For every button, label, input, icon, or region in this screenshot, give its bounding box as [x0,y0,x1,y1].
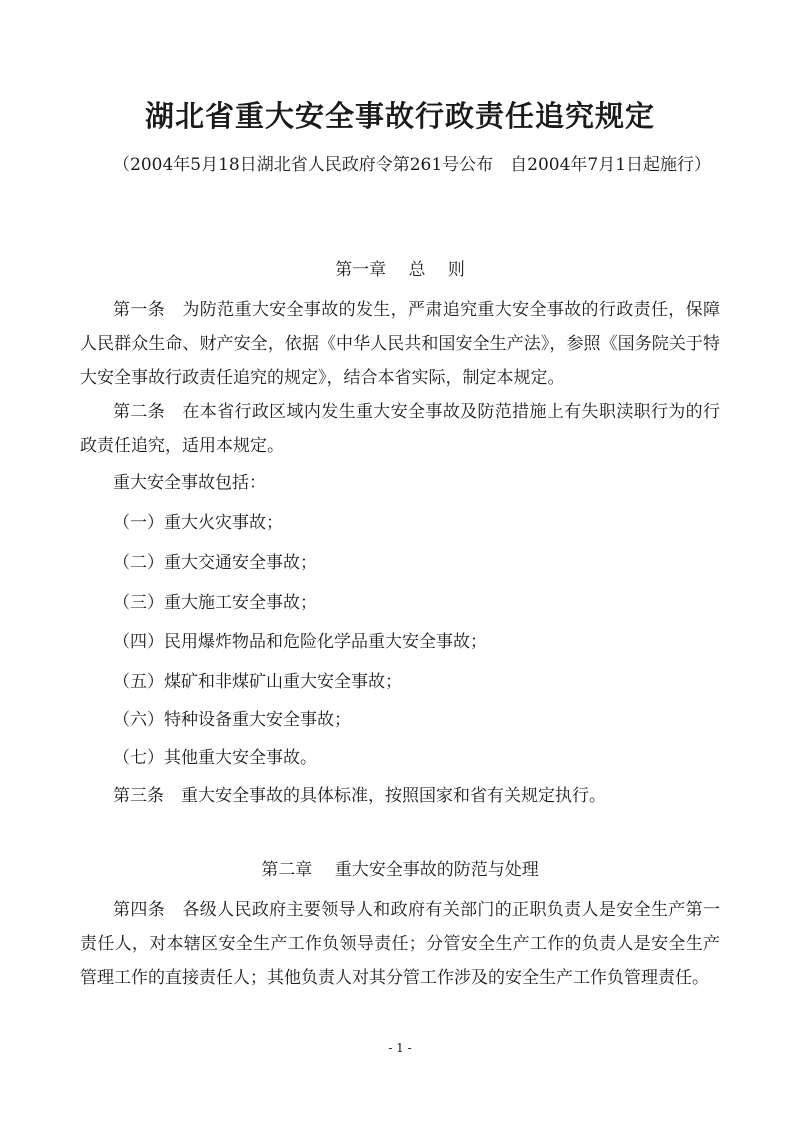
article-4 [80,893,720,995]
article-2-label: 第二条 [113,402,183,422]
accident-type-item: （一）重大火灾事故； [113,513,283,533]
accident-type-item: （四）民用爆炸物品和危险化学品重大安全事故； [113,632,487,652]
chapter-1-heading: 第一章 总 则 [335,260,465,280]
accident-type-item: （七）其他重大安全事故。 [113,748,317,768]
article-1-text: 为防范重大安全事故的发生，严肃追究重大安全事故的行政责任，保障人民群众生命、财产安全，依据《中华人民共和国安全生产法》，参照《国务院关于特大安全事故行政责任追究的规定》，结合本省实际，制定本规定。 [80,300,721,388]
page-number: - 1 - [388,1041,412,1055]
article-3-label: 第三条 [113,786,181,806]
accident-type-item: （六）特种设备重大安全事故； [113,710,351,730]
article-3-text: 重大安全事故的具体标准，按照国家和省有关规定执行。 [181,786,606,806]
article-3 [113,781,733,811]
article-1-label: 第一条 [113,300,183,320]
article-4-text: 各级人民政府主要领导人和政府有关部门的正职负责人是安全生产第一责任人，对本辖区安全生产工作负领导责任；分管安全生产工作的负责人是安全生产管理工作的直接责任人；其他负责人对其分管工作涉及的安全生产工作负管理责任。 [80,900,721,988]
accident-type-item: （三）重大施工安全事故； [113,593,317,613]
article-2 [80,395,720,463]
promulgation-note: （2004年5月18日湖北省人民政府令第261号公布 自2004年7月1日起施行） [113,155,712,175]
article-4-label: 第四条 [113,900,183,920]
document-title: 湖北省重大安全事故行政责任追究规定 [144,99,655,133]
accident-types-intro: 重大安全事故包括： [113,473,266,493]
article-2-text: 在本省行政区域内发生重大安全事故及防范措施上有失职渎职行为的行政责任追究，适用本规定。 [80,402,721,456]
article-1 [80,293,720,395]
chapter-2-heading: 第二章 重大安全事故的防范与处理 [261,860,539,880]
accident-type-item: （二）重大交通安全事故； [113,553,317,573]
accident-type-item: （五）煤矿和非煤矿山重大安全事故； [113,672,402,692]
